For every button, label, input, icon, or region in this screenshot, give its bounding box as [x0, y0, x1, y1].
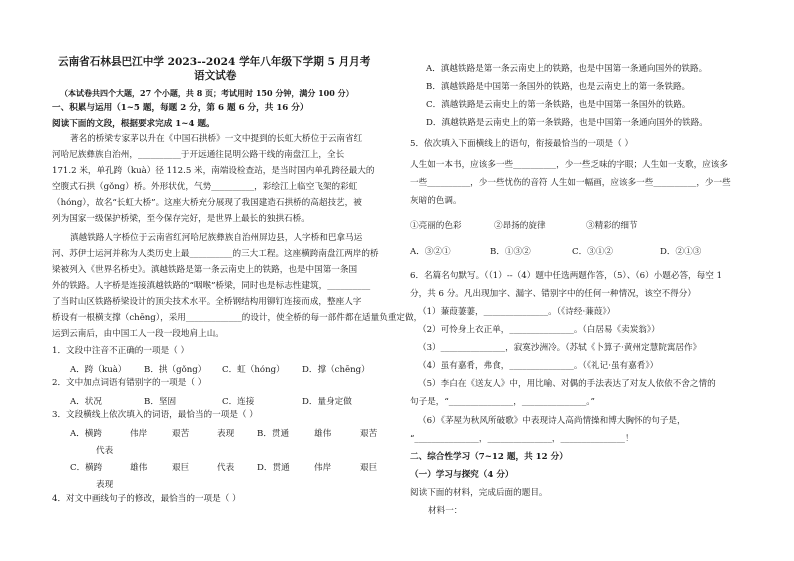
- q3-cell: 伟岸: [314, 463, 332, 473]
- q4-option-d[interactable]: D．滇越铁路是云南史上的第一条铁路，也是中国第一条通向国外的铁路。: [426, 118, 708, 128]
- instruction: 阅读下面的文段，根据要求完成 1~4 题。: [52, 119, 215, 129]
- q6-item[interactable]: “_______________，_______________，_______________！: [410, 434, 634, 444]
- q2-stem: 2．文中加点词语有错别字的一项是（ ）: [52, 378, 207, 388]
- q3-cell: 艰苦: [360, 429, 378, 439]
- passage-line: 河、苏伊士运河并称为人类历史上最__________的三大工程。这座横跨南盘江两岸的桥: [52, 249, 379, 259]
- subsection-1-heading: （一）学习与探究（4 分）: [410, 470, 514, 480]
- passage-line: 了当时山区铁路桥梁设计的顶尖技术水平。全桥钢结构用铆钉连接而成，整座人字: [52, 297, 362, 307]
- q5-text-line: 一些__________，少一些忧伤的音符 人生如一幅画，应该多一些__________，少一些: [410, 178, 731, 188]
- q3-cell: 雄伟: [314, 429, 332, 439]
- passage-line: 著名的桥梁专家茅以升在《中国石拱桥》一文中提到的长虹大桥位于云南省红: [70, 134, 363, 144]
- title-line-2: 语文试卷: [194, 70, 237, 82]
- q1-option-b[interactable]: B．拱（gǒng）: [144, 365, 207, 375]
- passage-line: 171.2 米，单孔跨（kuà）径 112.5 米，南端设检查站，是当时国内单孔跨径最大的: [52, 166, 375, 176]
- q6-stem: 分，共 6 分。凡出现加字、漏字、错别字中的任何一种情况，该空不得分）: [410, 289, 696, 299]
- q3-cell: B．贯通: [257, 429, 290, 439]
- material-label: 材料一：: [428, 506, 463, 516]
- passage-line: 滇越铁路人字桥位于云南省红河哈尼族彝族自治州屏边县，人字桥和巴拿马运: [70, 233, 363, 243]
- q6-item: （6）《茅屋为秋风所破歌》中表现诗人高尚情操和博大胸怀的句子是，: [418, 416, 686, 426]
- passage-line: （hóng），故名“长虹大桥”。这座大桥充分展现了我国建造石拱桥的高超技艺，被: [52, 198, 362, 208]
- q3-cell: 雄伟: [130, 463, 148, 473]
- q6-stem: 6．名篇名句默写。（（1）--（4）题中任选两题作答，（5）、（6）小题必答，每空 1: [410, 271, 723, 281]
- q3-cell: 代表: [96, 446, 114, 456]
- q5-text-line: 人生如一本书，应该多一些__________，少一些乏味的字眼；人生如一支歌，应该多: [410, 160, 728, 170]
- q3-stem: 3．文段横线上依次填入的词语，最恰当的一项是（ ）: [52, 410, 258, 420]
- q4-option-c[interactable]: C．滇越铁路是云南史上的第一条铁路，也是中国第一条国外的铁路。: [426, 100, 691, 110]
- section-2-heading: 二、综合性学习（7~12 题，共 12 分）: [410, 452, 568, 462]
- q1-stem: 1．文段中注音不正确的一项是（ ）: [52, 346, 190, 356]
- passage-line: 运到云南后，由中国工人一段一段地肩上山。: [52, 329, 224, 339]
- q3-cell: 表现: [96, 480, 114, 490]
- q5-stem: 5．依次填入下面横线上的语句，衔接最恰当的一项是（ ）: [410, 139, 634, 149]
- q4-option-b[interactable]: B．滇越铁路是中国第一条国外的铁路，也是云南史上的第一条铁路。: [426, 82, 691, 92]
- q3-cell: C．横跨: [70, 463, 103, 473]
- q1-option-a[interactable]: A．跨（kuà）: [70, 365, 127, 375]
- q1-option-c[interactable]: C．虹（hóng）: [222, 365, 285, 375]
- subtitle: （本试卷共四个大题，27 个小题，共 8 页；考试用时 150 分钟，满分 100 分）: [60, 88, 354, 98]
- q2-option-d[interactable]: D．量身定做: [302, 397, 352, 407]
- section-1-heading: 一、积累与运用（1~5 题，每题 2 分，第 6 题 6 分，共 16 分）: [52, 103, 309, 113]
- title-line-1: 云南省石林县巴江中学 2023--2024 学年八年级下学期 5 月月考: [58, 56, 371, 68]
- passage-line: 外的铁路。人字桥是连接滇越铁路的“咽喉”桥梁，同时也是标志性建筑，__________: [52, 281, 371, 291]
- q1-option-d[interactable]: D．撑（chēng）: [302, 365, 370, 375]
- q5-item: ②昂扬的旋律: [494, 221, 546, 231]
- q6-item[interactable]: （1）蒹葭萋萋，_______________。（《诗经·蒹葭》）: [418, 307, 616, 317]
- q5-item: ③精彩的细节: [586, 221, 638, 231]
- q2-option-a[interactable]: A．状况: [70, 397, 102, 407]
- q2-option-b[interactable]: B．坚固: [144, 397, 177, 407]
- q3-cell: 代表: [217, 463, 235, 473]
- q5-option-a[interactable]: A．③②①: [410, 247, 451, 257]
- q6-item[interactable]: （3）_______________，寂寞沙洲冷。（苏轼《卜算子·黄州定慧院寓居作》: [418, 343, 702, 353]
- q3-cell: 艰巨: [360, 463, 378, 473]
- q3-cell: D．贯通: [257, 463, 290, 473]
- q5-option-b[interactable]: B．①③②: [490, 247, 531, 257]
- passage-line: 河哈尼族彝族自治州，__________于开远通往昆明公路干线的南盘江上，全长: [52, 150, 345, 160]
- q3-cell: 艰苦: [172, 429, 190, 439]
- q3-cell: A．横跨: [70, 429, 102, 439]
- q4-option-a[interactable]: A．滇越铁路是第一条云南史上的铁路，也是中国第一条通向国外的铁路。: [426, 64, 708, 74]
- q6-item[interactable]: （2）可怜身上衣正单，_______________。（白居易《卖炭翁》）: [418, 325, 660, 335]
- q2-option-c[interactable]: C．连接: [222, 397, 255, 407]
- passage-line: 梁被列入《世界名桥史》。滇越铁路是第一条云南史上的铁路，也是中国第一条国: [52, 265, 358, 275]
- q3-cell: 伟岸: [130, 429, 148, 439]
- passage-line: 列为国家一级保护桥梁，至今保存完好，是世界上最长的独拱石桥。: [52, 214, 310, 224]
- q6-item[interactable]: （4）虽有嘉肴，弗食，_______________。（《礼记·虽有嘉肴》）: [418, 361, 659, 371]
- passage-line: 桥设有一根横支撑（chēng），采用_____________的设计，使全桥的每一部件都在适量负重定做，: [52, 313, 423, 323]
- read-instruction: 阅读下面的材料，完成后面的题目。: [410, 488, 548, 498]
- q6-item[interactable]: 句子是，“_______________，_______________。”: [410, 397, 595, 407]
- q3-cell: 艰巨: [172, 463, 190, 473]
- q5-option-d[interactable]: D．②①③: [660, 247, 702, 257]
- q3-cell: 表现: [217, 429, 235, 439]
- q5-text-line: 灰暗的色调。: [410, 196, 462, 206]
- passage-line: 空腹式石拱（gǒng）桥。外形状优，气势__________，彩绘江上临空飞架的彩虹: [52, 182, 358, 192]
- q5-item: ①亮丽的色彩: [410, 221, 462, 231]
- q5-option-c[interactable]: C．③①②: [572, 247, 613, 257]
- q6-item: （5）李白在《送友人》中，用比喻、对偶的手法表达了对友人依依不舍之情的: [418, 379, 716, 389]
- q4-stem: 4．对文中画线句子的修改，最恰当的一项是（ ）: [52, 494, 241, 504]
